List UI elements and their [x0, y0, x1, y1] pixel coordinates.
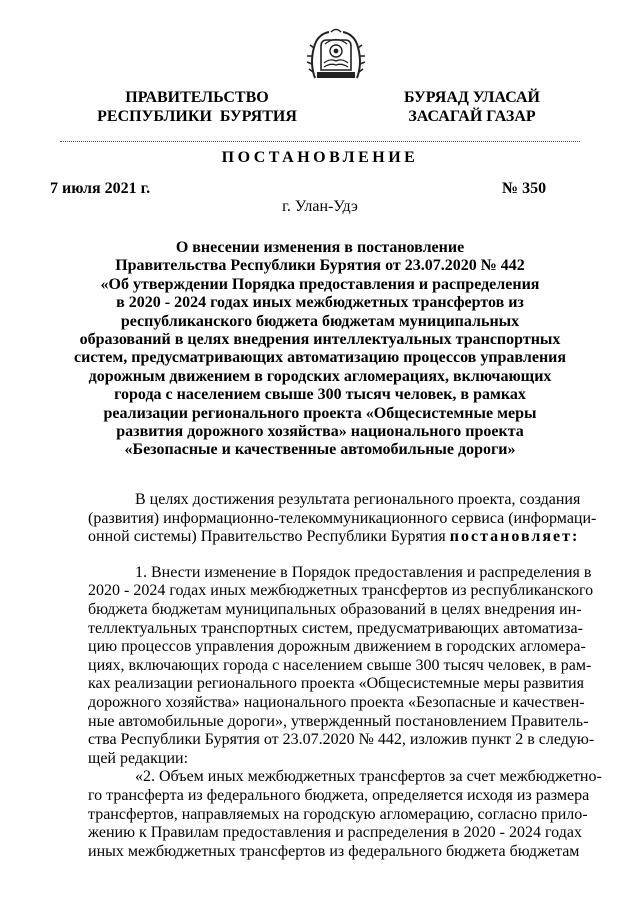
- body-line: дорожного хозяйства» национального проекта «Безопасные и качествен-: [88, 693, 585, 711]
- body-line: «2. Объем иных межбюджетных трансфертов за счет межбюджетно-: [135, 768, 602, 786]
- body-line: цию процессов управления дорожным движением в городских агломера-: [88, 638, 586, 656]
- header-left-line-1: ПРАВИТЕЛЬСТВО: [125, 89, 269, 106]
- decree-word: постановляет:: [449, 528, 580, 546]
- document-city: г. Улан-Удэ: [282, 198, 358, 215]
- document-date: 7 июля 2021 г.: [50, 180, 151, 197]
- title-line: «Безопасные и качественные автомобильные дороги»: [124, 441, 516, 459]
- body-line: 1. Внести изменение в Порядок предоставления и распределения в: [135, 563, 592, 581]
- title-line: систем, предусматривающих автоматизацию процессов управления: [73, 349, 567, 367]
- paragraph-2: [88, 768, 602, 861]
- title-line: реализации регионального проекта «Общесистемные меры: [103, 404, 537, 422]
- document-number: № 350: [502, 180, 547, 197]
- body-line: (развития) информационно-телекоммуникационного сервиса (информаци-: [88, 509, 597, 527]
- document-title: [70, 239, 570, 460]
- body-line: [88, 528, 580, 547]
- paragraph-1: [88, 563, 595, 769]
- header-left-block: [92, 88, 302, 126]
- body-line: го трансферта из федерального бюджета, определяется исходя из размера: [88, 786, 590, 804]
- title-line: республиканского бюджета бюджетам муниципальных: [120, 312, 520, 330]
- body-line: щей редакции:: [88, 749, 189, 767]
- header-right-block: [402, 88, 542, 126]
- header-divider: [60, 141, 580, 142]
- title-line: дорожным движением в городских агломерациях, включающих: [88, 367, 552, 385]
- title-line: в 2020 - 2024 годах иных межбюджетных трансфертов из: [116, 294, 524, 312]
- title-line: «Об утверждении Порядка предоставления и распределения: [100, 275, 540, 293]
- title-line: Правительства Республики Бурятия от 23.07.2020 № 442: [115, 257, 525, 275]
- body-text: онной системы) Правительство Республики Бурятия: [88, 528, 450, 546]
- body-line: трансфертов, направляемых на городскую агломерацию, согласно прило-: [88, 805, 588, 823]
- body-line: жению к Правилам предоставления и распределения в 2020 - 2024 годах: [88, 824, 582, 842]
- title-line: города с населением свыше 300 тысяч человек, в рамках: [114, 386, 526, 404]
- body-line: В целях достижения результата регионального проекта, создания: [135, 491, 581, 508]
- body-line: иных межбюджетных трансфертов из федерального бюджета бюджетам: [88, 842, 580, 860]
- body-line: 2020 - 2024 годах иных межбюджетных трансфертов из республиканского: [88, 582, 594, 600]
- body-line: ках реализации регионального проекта «Общесистемные меры развития: [88, 675, 584, 693]
- header-right-line-2: ЗАСАГАЙ ГАЗАР: [408, 108, 536, 125]
- body-line: бюджета бюджетам муниципальных образований в целях внедрения ин-: [88, 600, 582, 618]
- body-line: ства Республики Бурятия от 23.07.2020 № 442, изложив пункт 2 в следую-: [88, 731, 595, 749]
- document-type-heading: ПОСТАНОВЛЕНИЕ: [221, 149, 419, 166]
- body-line: циях, включающих города с населением свыше 300 тысяч человек, в рам-: [88, 656, 592, 674]
- document-body: [88, 491, 602, 861]
- body-line: ные автомобильные дороги», утвержденный постановлением Правитель-: [88, 712, 589, 730]
- header-left-line-2: РЕСПУБЛИКИ БУРЯТИЯ: [97, 108, 297, 125]
- title-line: О внесении изменения в постановление: [175, 239, 465, 256]
- title-line: образований в целях внедрения интеллектуальных транспортных: [79, 331, 561, 349]
- coat-of-arms-emblem: [301, 22, 371, 92]
- preamble-paragraph: [88, 491, 597, 547]
- body-line: теллектуальных транспортных систем, предусматривающих автоматиза-: [88, 619, 583, 637]
- title-line: развития дорожного хозяйства» национального проекта: [116, 423, 524, 441]
- header-right-line-1: БУРЯАД УЛАСАЙ: [404, 89, 540, 106]
